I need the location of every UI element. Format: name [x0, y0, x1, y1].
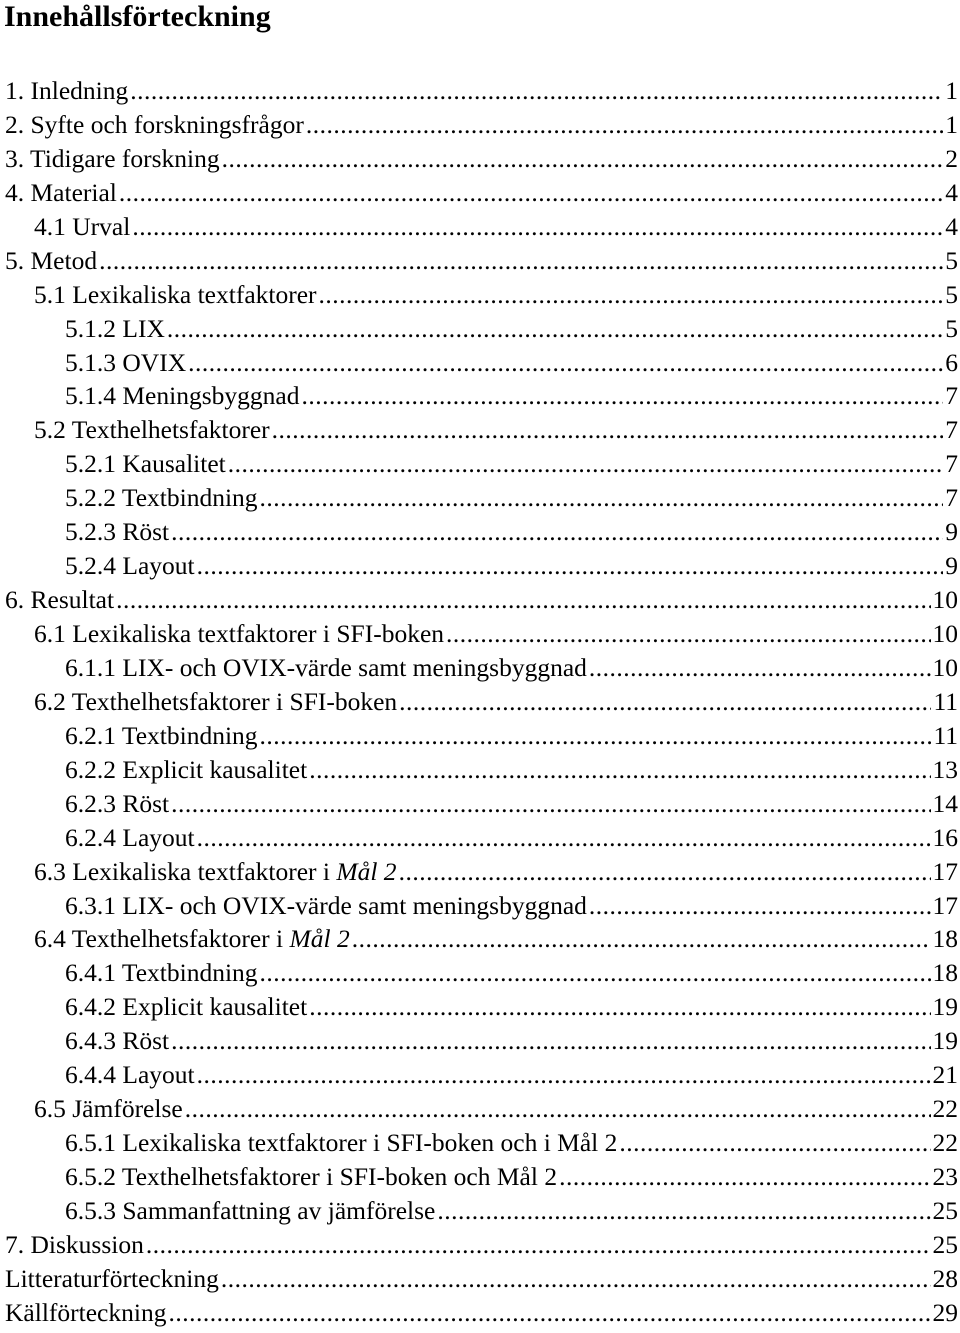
dot-leader	[197, 821, 931, 855]
toc-entry-label	[65, 1126, 617, 1160]
toc-entry-title: Litteraturförteckning	[5, 1263, 219, 1293]
dot-leader	[185, 1092, 931, 1126]
toc-entry[interactable]	[0, 481, 960, 515]
toc-entry-label	[65, 753, 307, 787]
toc-entry-title: Textbindning	[121, 720, 258, 750]
toc-entry-title: Röst	[122, 788, 170, 818]
dot-leader	[352, 922, 931, 956]
toc-entry-number: 6.3	[34, 856, 66, 886]
dot-leader	[228, 447, 943, 481]
toc-entry-page-number: 1	[945, 76, 958, 105]
toc-entry[interactable]	[0, 1058, 960, 1092]
dot-leader	[619, 1126, 930, 1160]
dot-leader	[197, 1058, 931, 1092]
dot-leader	[437, 1194, 930, 1228]
toc-entry-page-number: 14	[932, 788, 958, 818]
toc-entry-label	[5, 176, 117, 210]
toc-entry-page-number: 1	[945, 109, 958, 139]
toc-entry-number: 6.5.3	[65, 1195, 116, 1225]
toc-entry[interactable]	[0, 889, 960, 923]
toc-entry[interactable]	[0, 1126, 960, 1160]
toc-entry-title: Urval	[72, 211, 131, 241]
toc-entry-number: 6.2.2	[65, 754, 116, 784]
toc-entry[interactable]	[0, 922, 960, 956]
toc-entry-page-number: 18	[932, 958, 958, 988]
toc-entry[interactable]	[0, 549, 960, 583]
toc-entry-page-number: 9	[945, 551, 958, 581]
toc-entry-page-number: 18	[932, 924, 958, 954]
page-title: Innehållsförteckning	[4, 0, 271, 33]
toc-entry-number: 7.	[5, 1229, 25, 1259]
toc-entry-number: 6.1	[34, 619, 66, 648]
toc-entry-number: 6.4.3	[65, 1026, 116, 1056]
toc-entry-title: Explicit kausalitet	[122, 992, 308, 1022]
toc-entry-number: 6.4.2	[65, 992, 116, 1022]
toc-entry-label	[5, 1296, 166, 1330]
toc-entry-label	[34, 617, 444, 651]
toc-entry-page-number: 7	[945, 381, 958, 411]
toc-entry-page-number: 21	[932, 1060, 958, 1090]
toc-entry-page-number: 7	[945, 483, 958, 513]
toc-entry-label	[65, 312, 165, 346]
toc-entry-page-number: 19	[932, 992, 958, 1022]
toc-entry-title: Röst	[122, 1026, 170, 1056]
toc-entry-page-number: 4	[945, 211, 958, 241]
toc-entry-label	[65, 549, 195, 583]
toc-entry-title: Lexikaliska textfaktorer	[72, 279, 317, 309]
toc-entry-page-number: 10	[932, 585, 958, 615]
toc-entry[interactable]	[0, 719, 960, 753]
toc-entry-label	[65, 515, 169, 549]
toc-entry-number: 5.2	[34, 415, 66, 445]
toc-entry-label	[65, 1194, 435, 1228]
toc-entry-title: Textbindning	[121, 483, 258, 513]
toc-entry-label	[34, 278, 317, 312]
toc-entry-title: Texthelhetsfaktorer i SFI-boken	[71, 686, 398, 716]
toc-entry[interactable]	[0, 1194, 960, 1228]
toc-entry-title: LIX- och OVIX-värde samt meningsbyggnad	[122, 652, 587, 682]
toc-entry-title: Resultat	[30, 585, 115, 615]
toc-entry-page-number: 17	[932, 856, 958, 886]
toc-entry-label	[34, 685, 397, 719]
dot-leader	[589, 651, 931, 685]
toc-entry-number: 4.	[5, 177, 25, 207]
toc-entry-number: 6.4	[34, 924, 66, 954]
toc-entry-number: 6.5.1	[65, 1128, 116, 1158]
dot-leader	[446, 617, 930, 651]
toc-entry-number: 6.2.1	[65, 720, 116, 750]
toc-entry[interactable]	[0, 651, 960, 685]
toc-entry[interactable]	[0, 821, 960, 855]
toc-entry-title: Lexikaliska textfaktorer i SFI-boken	[72, 619, 445, 648]
toc-entry[interactable]	[0, 956, 960, 990]
dot-leader	[171, 1024, 930, 1058]
dot-leader	[260, 956, 931, 990]
dot-leader	[171, 515, 943, 549]
toc-entry-number: 6.4.1	[65, 958, 116, 988]
toc-entry-page-number: 16	[932, 822, 958, 852]
dot-leader	[306, 108, 943, 142]
toc-entry[interactable]	[0, 312, 960, 346]
toc-entry-number: 3.	[5, 143, 25, 173]
toc-entry[interactable]	[0, 787, 960, 821]
toc-entry-title: Sammanfattning av jämförelse	[122, 1195, 436, 1225]
toc-entry-number: 5.2.2	[65, 483, 116, 513]
toc-entry-title: OVIX	[122, 347, 187, 377]
dot-leader	[99, 244, 943, 278]
toc-entry-label	[34, 210, 130, 244]
toc-entry-page-number: 9	[945, 517, 958, 547]
toc-entry-label	[65, 956, 258, 990]
toc-entry[interactable]	[0, 176, 960, 210]
toc-entry-page-number: 11	[933, 686, 958, 716]
toc-entry-title-italic: Mål 2	[289, 924, 350, 954]
toc-entry-label	[65, 889, 587, 923]
toc-entry-number: 5.1	[34, 279, 66, 309]
toc-entry-page-number: 2	[945, 143, 958, 173]
toc-entry-label	[65, 1058, 195, 1092]
toc-entry-title: Röst	[122, 517, 170, 547]
dot-leader	[301, 379, 943, 413]
dot-leader	[222, 142, 944, 176]
toc-entry-page-number: 7	[945, 415, 958, 445]
toc-entry[interactable]	[0, 1092, 960, 1126]
toc-entry-label	[65, 346, 186, 380]
toc-entry[interactable]	[0, 379, 960, 413]
toc-entry[interactable]	[0, 1296, 960, 1330]
toc-entry-number: 5.2.3	[65, 517, 116, 547]
dot-leader	[319, 278, 944, 312]
toc-entry[interactable]	[0, 583, 960, 617]
toc-entry-page-number: 5	[945, 245, 958, 275]
toc-entry-page-number: 25	[932, 1195, 958, 1225]
toc-entry-title: Kausalitet	[122, 449, 226, 479]
toc-entry-title: Inledning	[30, 76, 129, 105]
dot-leader	[197, 549, 944, 583]
dot-leader	[399, 855, 931, 889]
dot-leader	[399, 685, 931, 719]
toc-entry[interactable]	[0, 210, 960, 244]
dot-leader	[589, 889, 931, 923]
toc-entry-title: Material	[30, 177, 117, 207]
toc-entry-title: Lexikaliska textfaktorer i SFI-boken och i Mål 2	[122, 1128, 618, 1158]
toc-entry-title: Texthelhetsfaktorer	[71, 415, 270, 445]
toc-entry-title: LIX	[122, 313, 165, 343]
toc-entry-page-number: 4	[945, 177, 958, 207]
toc-entry-title: Layout	[122, 1060, 195, 1090]
toc-entry-page-number: 5	[945, 313, 958, 343]
toc-entry-page-number: 6	[945, 347, 958, 377]
toc-entry-page-number: 29	[932, 1297, 958, 1327]
toc-entry-title: Diskussion	[30, 1229, 144, 1259]
toc-entry[interactable]	[0, 990, 960, 1024]
toc-entry-label	[34, 855, 397, 889]
toc-entry[interactable]	[0, 74, 960, 108]
toc-entry-label	[5, 244, 97, 278]
toc-entry-page-number: 19	[932, 1026, 958, 1056]
toc-entry-title: Texthelhetsfaktorer i	[71, 924, 284, 954]
toc-entry-page-number: 23	[932, 1162, 958, 1191]
toc-entry-label	[34, 413, 270, 447]
dot-leader	[221, 1262, 931, 1296]
table-of-contents	[0, 74, 960, 1330]
toc-entry-number: 6.	[5, 585, 25, 615]
toc-entry-page-number: 22	[932, 1094, 958, 1124]
dot-leader	[119, 176, 943, 210]
toc-entry[interactable]	[0, 1160, 960, 1194]
toc-entry-title: Layout	[122, 551, 195, 581]
toc-entry-label	[65, 481, 258, 515]
dot-leader	[167, 312, 943, 346]
toc-entry-label	[5, 142, 220, 176]
toc-entry-number: 6.3.1	[65, 890, 116, 920]
toc-entry-number: 5.	[5, 245, 25, 275]
toc-entry[interactable]	[0, 1262, 960, 1296]
toc-entry-number: 1.	[5, 76, 25, 105]
toc-entry-page-number: 7	[945, 449, 958, 479]
toc-entry-page-number: 10	[932, 619, 958, 648]
toc-entry-label	[5, 74, 128, 108]
toc-entry-page-number: 5	[945, 279, 958, 309]
toc-entry-number: 6.5	[34, 1094, 66, 1124]
toc-entry-label	[5, 1262, 219, 1296]
toc-entry-number: 6.4.4	[65, 1060, 116, 1090]
dot-leader	[260, 481, 944, 515]
toc-entry-page-number: 13	[932, 754, 958, 784]
toc-entry-number: 6.5.2	[65, 1162, 116, 1191]
toc-entry-label	[65, 1160, 557, 1194]
dot-leader	[309, 753, 930, 787]
toc-entry-number: 5.2.1	[65, 449, 116, 479]
dot-leader	[168, 1296, 930, 1330]
dot-leader	[188, 346, 943, 380]
toc-entry-label	[65, 1024, 169, 1058]
toc-entry[interactable]	[0, 346, 960, 380]
dot-leader	[260, 719, 932, 753]
toc-entry-number: 6.1.1	[65, 652, 116, 682]
toc-entry-title: Texthelhetsfaktorer i SFI-boken och Mål 2	[121, 1162, 558, 1191]
toc-entry[interactable]	[0, 142, 960, 176]
toc-entry[interactable]	[0, 278, 960, 312]
toc-entry-page-number: 28	[932, 1263, 958, 1293]
toc-entry-number: 5.1.4	[65, 381, 116, 411]
toc-entry-label	[65, 990, 307, 1024]
toc-entry[interactable]	[0, 244, 960, 278]
toc-entry-label	[65, 651, 587, 685]
toc-entry-title: Källförteckning	[5, 1297, 167, 1327]
toc-entry-title: Tidigare forskning	[30, 143, 220, 173]
dot-leader	[559, 1160, 930, 1194]
toc-entry-number: 4.1	[34, 211, 66, 241]
toc-entry[interactable]	[0, 108, 960, 142]
dot-leader	[146, 1228, 931, 1262]
toc-entry-title: Layout	[122, 822, 195, 852]
toc-entry[interactable]	[0, 855, 960, 889]
toc-entry[interactable]	[0, 413, 960, 447]
toc-entry-title: LIX- och OVIX-värde samt meningsbyggnad	[122, 890, 587, 920]
toc-entry-page-number: 11	[933, 720, 958, 750]
toc-entry-label	[65, 447, 226, 481]
toc-entry-title: Jämförelse	[72, 1094, 183, 1124]
toc-entry-label	[65, 379, 299, 413]
toc-entry[interactable]	[0, 753, 960, 787]
toc-entry-label	[5, 108, 304, 142]
toc-entry[interactable]	[0, 617, 960, 651]
toc-entry[interactable]	[0, 1024, 960, 1058]
dot-leader	[132, 210, 943, 244]
toc-entry-title: Meningsbyggnad	[122, 381, 300, 411]
toc-entry-label	[34, 922, 350, 956]
toc-entry-number: 2.	[5, 109, 25, 139]
toc-entry-label	[5, 583, 114, 617]
toc-entry-label	[34, 1092, 183, 1126]
toc-entry-number: 5.1.2	[65, 313, 116, 343]
toc-entry-title: Textbindning	[121, 958, 258, 988]
toc-entry-title: Lexikaliska textfaktorer i	[72, 856, 330, 886]
toc-entry-number: 5.2.4	[65, 551, 116, 581]
toc-entry-page-number: 22	[932, 1128, 958, 1158]
toc-entry-title: Explicit kausalitet	[122, 754, 308, 784]
toc-entry-title: Metod	[30, 245, 98, 275]
dot-leader	[309, 990, 930, 1024]
dot-leader	[116, 583, 930, 617]
toc-entry-page-number: 25	[932, 1229, 958, 1259]
toc-entry-number: 6.2.3	[65, 788, 116, 818]
dot-leader	[272, 413, 944, 447]
toc-entry[interactable]	[0, 515, 960, 549]
toc-entry-label	[65, 787, 169, 821]
toc-entry-label	[65, 719, 258, 753]
dot-leader	[130, 74, 943, 108]
dot-leader	[171, 787, 930, 821]
toc-entry-page-number: 17	[932, 890, 958, 920]
toc-entry-number: 6.2.4	[65, 822, 116, 852]
toc-entry-page-number: 10	[932, 652, 958, 682]
toc-entry-label	[65, 821, 195, 855]
toc-entry[interactable]	[0, 1228, 960, 1262]
toc-entry-title-italic: Mål 2	[336, 856, 397, 886]
toc-entry-number: 6.2	[34, 686, 66, 716]
toc-entry[interactable]	[0, 685, 960, 719]
toc-entry-number: 5.1.3	[65, 347, 116, 377]
toc-entry[interactable]	[0, 447, 960, 481]
toc-entry-label	[5, 1228, 144, 1262]
toc-entry-title: Syfte och forskningsfrågor	[30, 109, 304, 139]
